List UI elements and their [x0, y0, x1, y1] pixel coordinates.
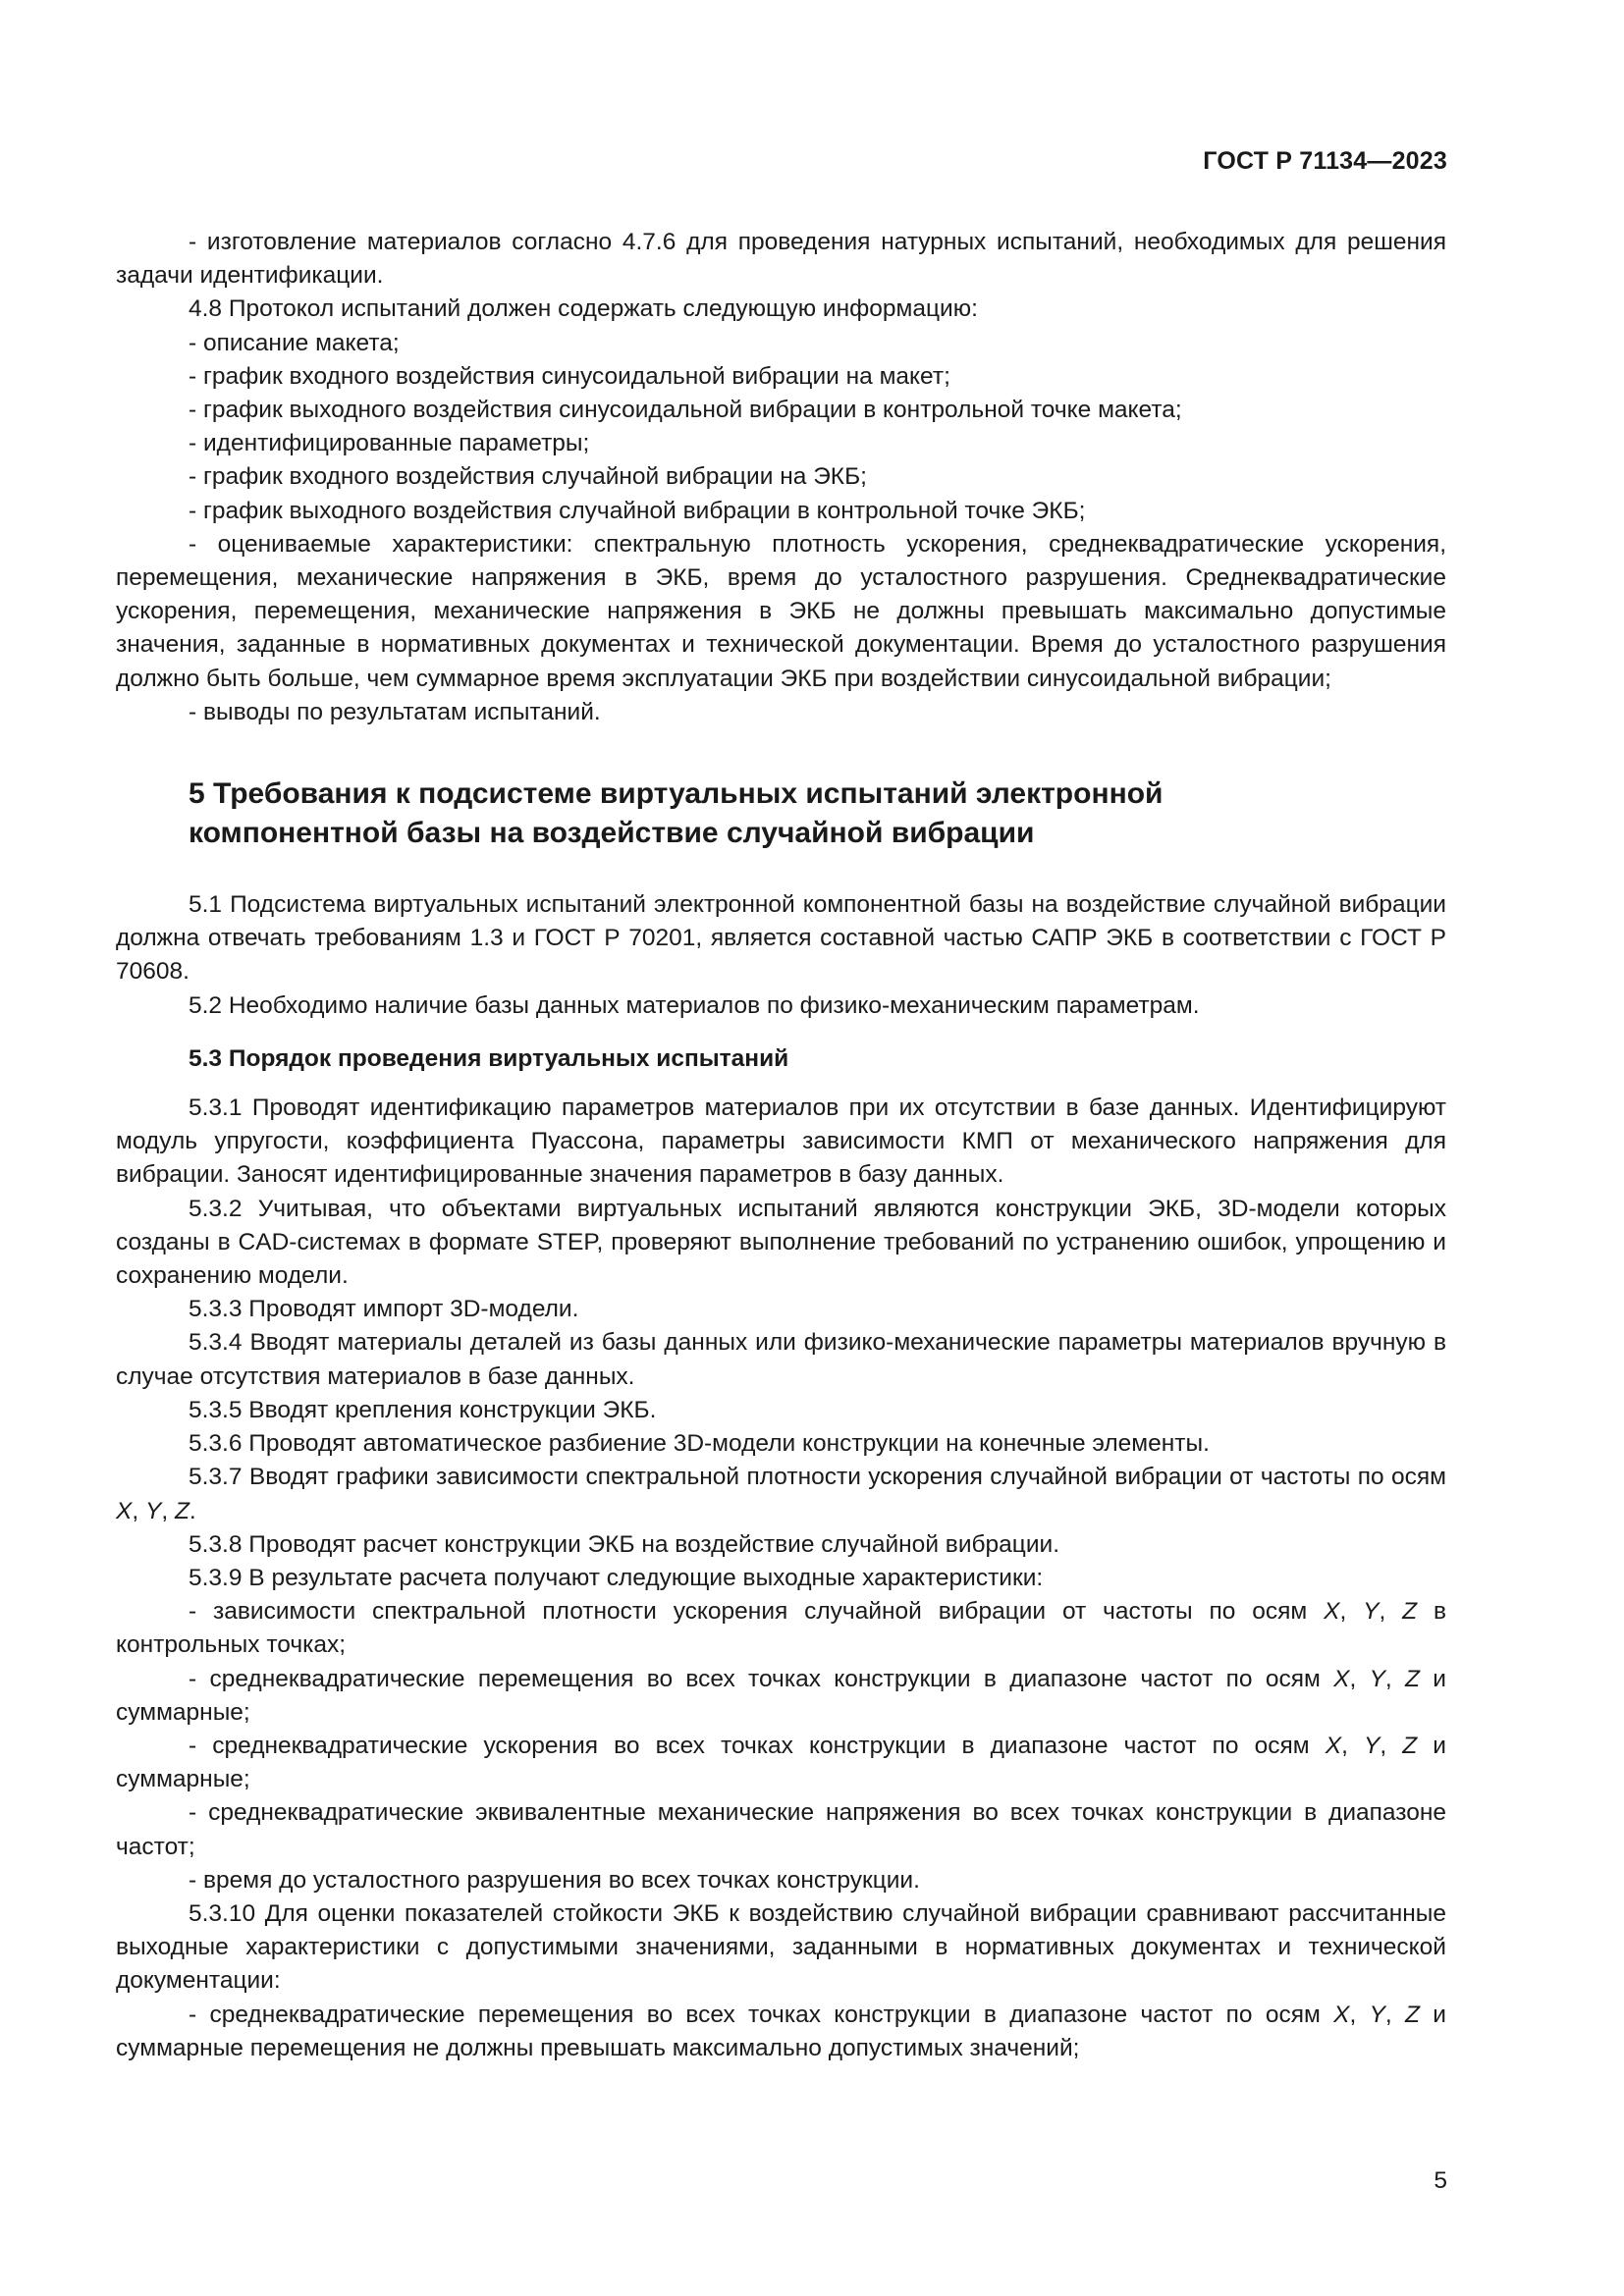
separator: , — [1384, 1665, 1406, 1692]
separator: , — [132, 1497, 145, 1524]
list-item-text: и суммарные; — [116, 1665, 1446, 1726]
section-heading-line: компонентной базы на воздействие случайной вибрации — [189, 817, 1035, 850]
list-item: - график входного воздействия случайной вибрации на ЭКБ; — [189, 463, 867, 491]
paragraph: 4.8 Протокол испытаний должен содержать следующую информацию: — [189, 295, 978, 323]
section-heading-line: 5 Требования к подсистеме виртуальных испытаний электронной — [189, 777, 1164, 811]
list-item-text: и суммарные; — [116, 1732, 1446, 1793]
separator: , — [1379, 1598, 1403, 1626]
paragraph: - изготовление материалов согласно 4.7.6 для проведения натурных испытаний, необходимых для решения задачи идентификации. — [116, 229, 1446, 290]
axis-z: Z — [1405, 1665, 1420, 1692]
period: . — [189, 1497, 196, 1524]
paragraph-text: 5.3.7 Вводят графики зависимости спектральной плотности ускорения случайной вибрации от частоты по осям — [189, 1464, 1446, 1491]
axis-y: Y — [144, 1497, 162, 1524]
paragraph: 5.3.1 Проводят идентификацию параметров материалов при их отсутствии в базе данных. Идентифицируют модуль упругости, коэффициента Пуассона, параметры зависимости КМП от механического напряжения для вибрации. Заносят идентифицированные значения параметров в базу данных. — [116, 1095, 1446, 1189]
axis-y: Y — [1363, 1732, 1380, 1759]
separator: , — [161, 1497, 175, 1524]
separator: , — [1339, 1598, 1364, 1626]
axis-y: Y — [1363, 1598, 1380, 1626]
paragraph: 5.3.6 Проводят автоматическое разбиение 3D-модели конструкции на конечные элементы. — [189, 1430, 1210, 1458]
paragraph — [116, 1461, 1446, 1527]
axis-z: Z — [1405, 2001, 1420, 2028]
paragraph: 5.3.5 Вводят крепления конструкции ЭКБ. — [189, 1396, 657, 1423]
list-item: - график входного воздействия синусоидальной вибрации на макет; — [189, 362, 950, 390]
axis-x: X — [1324, 1598, 1340, 1626]
list-item: - идентифицированные параметры; — [189, 430, 590, 457]
paragraph: 5.3.4 Вводят материалы деталей из базы данных или физико-механические параметры материалов вручную в случае отсутствия материалов в базе данных. — [116, 1329, 1446, 1390]
paragraph: 5.3.10 Для оценки показателей стойкости ЭКБ к воздействию случайной вибрации сравнивают рассчитанные выходные характеристики с допустимыми значениями, заданными в нормативных документах и технической документации: — [116, 1899, 1446, 1995]
paragraph: 5.2 Необходимо наличие базы данных материалов по физико-механическим параметрам. — [189, 991, 1200, 1019]
axis-x: X — [1333, 1665, 1350, 1692]
list-item-text: в контрольных точках; — [116, 1598, 1446, 1659]
list-item-text: - среднеквадратические ускорения во всех точках конструкции в диапазоне частот по осям — [189, 1732, 1326, 1759]
page-number: 5 — [1434, 2167, 1447, 2194]
axis-z: Z — [1402, 1598, 1418, 1626]
axis-z: Z — [174, 1497, 189, 1524]
separator: , — [1380, 1732, 1403, 1759]
list-item — [116, 1595, 1446, 1662]
list-item-text: - зависимости спектральной плотности ускорения случайной вибрации от частоты по осям — [189, 1598, 1325, 1626]
axis-x: X — [116, 1497, 133, 1524]
list-item-text: и суммарные перемещения не должны превышать максимально допустимых значений; — [116, 2001, 1446, 2061]
list-item: - описание макета; — [189, 329, 400, 356]
section-heading — [116, 774, 1446, 853]
list-item-text: - среднеквадратические перемещения во всех точках конструкции в диапазоне частот по осям — [189, 1665, 1334, 1692]
axis-y: Y — [1369, 2001, 1385, 2028]
axis-x: X — [1333, 2001, 1350, 2028]
list-item: - график выходного воздействия синусоидальной вибрации в контрольной точке макета; — [189, 397, 1182, 424]
axis-z: Z — [1402, 1732, 1418, 1759]
list-item — [116, 1730, 1446, 1796]
paragraph: 5.3.2 Учитывая, что объектами виртуальных испытаний являются конструкции ЭКБ, 3D-модели которых созданы в CAD-системах в формате STEP, проверяют выполнение требований по устранению ошибок, упрощению и сохранению модели. — [116, 1195, 1446, 1290]
paragraph: 5.1 Подсистема виртуальных испытаний электронной компонентной базы на воздействие случайной вибрации должна отвечать требованиям 1.3 и ГОСТ Р 70201, является составной частью САПР ЭКБ в соответствии с ГОСТ Р 70608. — [116, 891, 1446, 986]
paragraph: 5.3.9 В результате расчета получают следующие выходные характеристики: — [189, 1564, 1044, 1591]
list-item: - среднеквадратические эквивалентные механические напряжения во всех точках конструкции в диапазоне частот; — [116, 1799, 1446, 1860]
list-item — [116, 1999, 1446, 2065]
separator: , — [1349, 2001, 1370, 2028]
separator: , — [1384, 2001, 1406, 2028]
axis-x: X — [1325, 1732, 1342, 1759]
document-standard-number: ГОСТ Р 71134—2023 — [1203, 147, 1447, 175]
list-item: - график выходного воздействия случайной вибрации в контрольной точке ЭКБ; — [189, 497, 1086, 524]
list-item-text: - среднеквадратические перемещения во всех точках конструкции в диапазоне частот по осям — [189, 2001, 1334, 2028]
list-item — [116, 1663, 1446, 1730]
list-item: - оцениваемые характеристики: спектральную плотность ускорения, среднеквадратические ускорения, перемещения, механические напряжения в ЭКБ, время до усталостного разрушения. Среднеквадратические ускорения, перемещения, механические напряжения в ЭКБ не должны превышать максимально допустимые значения, заданные в нормативных документах и технической документации. Время до усталостного разрушения должно быть больше, чем суммарное время эксплуатации ЭКБ при воздействии синусоидальной вибрации; — [116, 530, 1446, 692]
paragraph: 5.3.3 Проводят импорт 3D-модели. — [189, 1296, 579, 1323]
separator: , — [1341, 1732, 1364, 1759]
list-item: - время до усталостного разрушения во всех точках конструкции. — [189, 1866, 920, 1894]
paragraph: 5.3.8 Проводят расчет конструкции ЭКБ на воздействие случайной вибрации. — [189, 1530, 1060, 1558]
axis-y: Y — [1369, 1665, 1385, 1692]
subsection-heading: 5.3 Порядок проведения виртуальных испытаний — [189, 1044, 789, 1072]
separator: , — [1349, 1665, 1370, 1692]
page-content — [116, 226, 1446, 2065]
list-item: - выводы по результатам испытаний. — [189, 698, 601, 725]
